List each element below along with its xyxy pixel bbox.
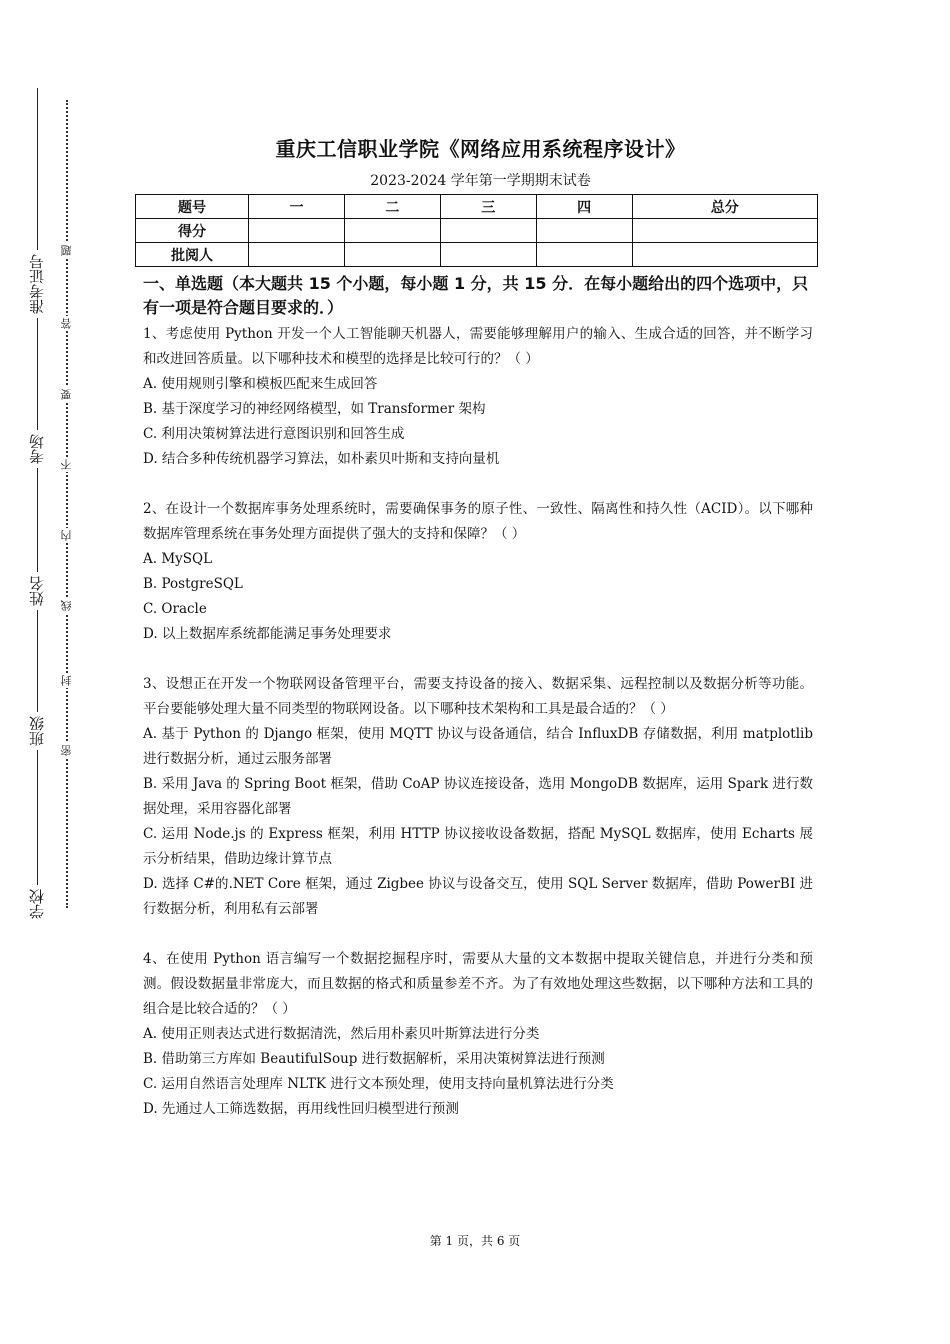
option-d: D. 先通过人工筛选数据，再用线性回归模型进行预测: [143, 1101, 459, 1117]
score-table-header-cell: 一: [249, 195, 345, 219]
exam-id-label: 准考证号: [22, 250, 52, 318]
seal-char: 内: [58, 528, 76, 543]
exam-subtitle: 2023-2024 学年第一学期期末试卷: [370, 173, 591, 189]
reviewer-cell: [632, 243, 817, 267]
seal-dotted-line: [66, 100, 68, 908]
question-stem: 4、在使用 Python 语言编写一个数据挖掘程序时，需要从大量的文本数据中提取关键信息，并进行分类和预测。假设数据量非常庞大，而且数据的格式和质量参差不齐。为了有效地处理这些数据，以下哪种方法和工具的组合是比较合适的？（ ）: [143, 951, 813, 1017]
option-b: B. PostgreSQL: [143, 576, 243, 592]
score-row: [136, 219, 818, 243]
score-table-header-cell: 总分: [632, 195, 817, 219]
option-c: C. 运用自然语言处理库 NLTK 进行文本预处理，使用支持向量机算法进行分类: [143, 1076, 614, 1092]
question-stem: 3、设想正在开发一个物联网设备管理平台，需要支持设备的接入、数据采集、远程控制以及数据分析等功能。平台要能够处理大量不同类型的物联网设备。以下哪种技术架构和工具是最合适的？（ ）: [143, 676, 813, 717]
score-cell: [632, 219, 817, 243]
option-a: A. 基于 Python 的 Django 框架，使用 MQTT 协议与设备通信，结合 InfluxDB 存储数据，利用 matplotlib 进行数据分析，通过云服务部署: [143, 726, 813, 767]
seal-char: 线: [58, 598, 76, 613]
score-cell: [440, 219, 536, 243]
option-d: D. 以上数据库系统都能满足事务处理要求: [143, 626, 392, 642]
option-a: A. 使用规则引擎和模板匹配来生成回答: [143, 376, 378, 392]
option-d: D. 结合多种传统机器学习算法，如朴素贝叶斯和支持向量机: [143, 451, 500, 467]
binding-strip: [0, 0, 110, 1344]
reviewer-row: [136, 243, 818, 267]
score-table-header-cell: 四: [536, 195, 632, 219]
question-list: [143, 322, 813, 1147]
exam-title: 重庆工信职业学院《网络应用系统程序设计》: [275, 137, 686, 161]
question-stem: 2、在设计一个数据库事务处理系统时，需要确保事务的原子性、一致性、隔离性和持久性（ACID）。以下哪种数据库管理系统在事务处理方面提供了强大的支持和保障？（ ）: [143, 501, 813, 542]
seal-char: 不: [58, 457, 76, 472]
score-table: [135, 194, 818, 267]
option-a: A. MySQL: [143, 551, 213, 567]
class-label: 班级: [22, 712, 52, 750]
seal-char: 答: [58, 316, 76, 331]
exam-room-label: 考场: [22, 430, 52, 468]
score-table-header-cell: 三: [440, 195, 536, 219]
score-cell: [344, 219, 440, 243]
binding-solid-line: [37, 88, 38, 920]
reviewer-cell: [536, 243, 632, 267]
question-2: [143, 497, 813, 647]
score-row-label: 得分: [136, 219, 249, 243]
score-table-header-cell: 题号: [136, 195, 249, 219]
reviewer-row-label: 批阅人: [136, 243, 249, 267]
seal-char: 密: [58, 743, 76, 758]
reviewer-cell: [344, 243, 440, 267]
score-table-header-row: [136, 195, 818, 219]
question-4: [143, 947, 813, 1122]
seal-char: 题: [58, 243, 76, 258]
score-table-header-cell: 二: [344, 195, 440, 219]
question-1: [143, 322, 813, 472]
option-c: C. Oracle: [143, 601, 207, 617]
question-3: [143, 672, 813, 922]
option-b: B. 基于深度学习的神经网络模型，如 Transformer 架构: [143, 401, 486, 417]
option-b: B. 借助第三方库如 BeautifulSoup 进行数据解析，采用决策树算法进行预测: [143, 1051, 605, 1067]
score-cell: [536, 219, 632, 243]
seal-char: 要: [58, 387, 76, 402]
option-d: D. 选择 C#的.NET Core 框架，通过 Zigbee 协议与设备交互，使用 SQL Server 数据库，借助 PowerBI 进行数据分析，利用私有云部署: [143, 876, 813, 917]
score-cell: [249, 219, 345, 243]
reviewer-cell: [440, 243, 536, 267]
option-b: B. 采用 Java 的 Spring Boot 框架，借助 CoAP 协议连接设备，选用 MongoDB 数据库，运用 Spark 进行数据处理，采用容器化部署: [143, 776, 813, 817]
seal-char: 封: [58, 673, 76, 688]
school-label: 学校: [22, 885, 52, 923]
reviewer-cell: [249, 243, 345, 267]
page-footer: 第 1 页，共 6 页: [429, 1234, 521, 1248]
name-label: 姓名: [22, 572, 52, 610]
question-stem: 1、考虑使用 Python 开发一个人工智能聊天机器人，需要能够理解用户的输入、生成合适的回答，并不断学习和改进回答质量。以下哪种技术和模型的选择是比较可行的？（ ）: [143, 326, 813, 367]
option-a: A. 使用正则表达式进行数据清洗，然后用朴素贝叶斯算法进行分类: [143, 1026, 540, 1042]
section-heading: 一、单选题（本大题共 15 个小题，每小题 1 分，共 15 分．在每小题给出的四个选项中，只有一项是符合题目要求的．）: [143, 274, 809, 317]
option-c: C. 运用 Node.js 的 Express 框架，利用 HTTP 协议接收设备数据，搭配 MySQL 数据库，使用 Echarts 展示分析结果，借助边缘计算节点: [143, 826, 813, 867]
option-c: C. 利用决策树算法进行意图识别和回答生成: [143, 426, 405, 442]
